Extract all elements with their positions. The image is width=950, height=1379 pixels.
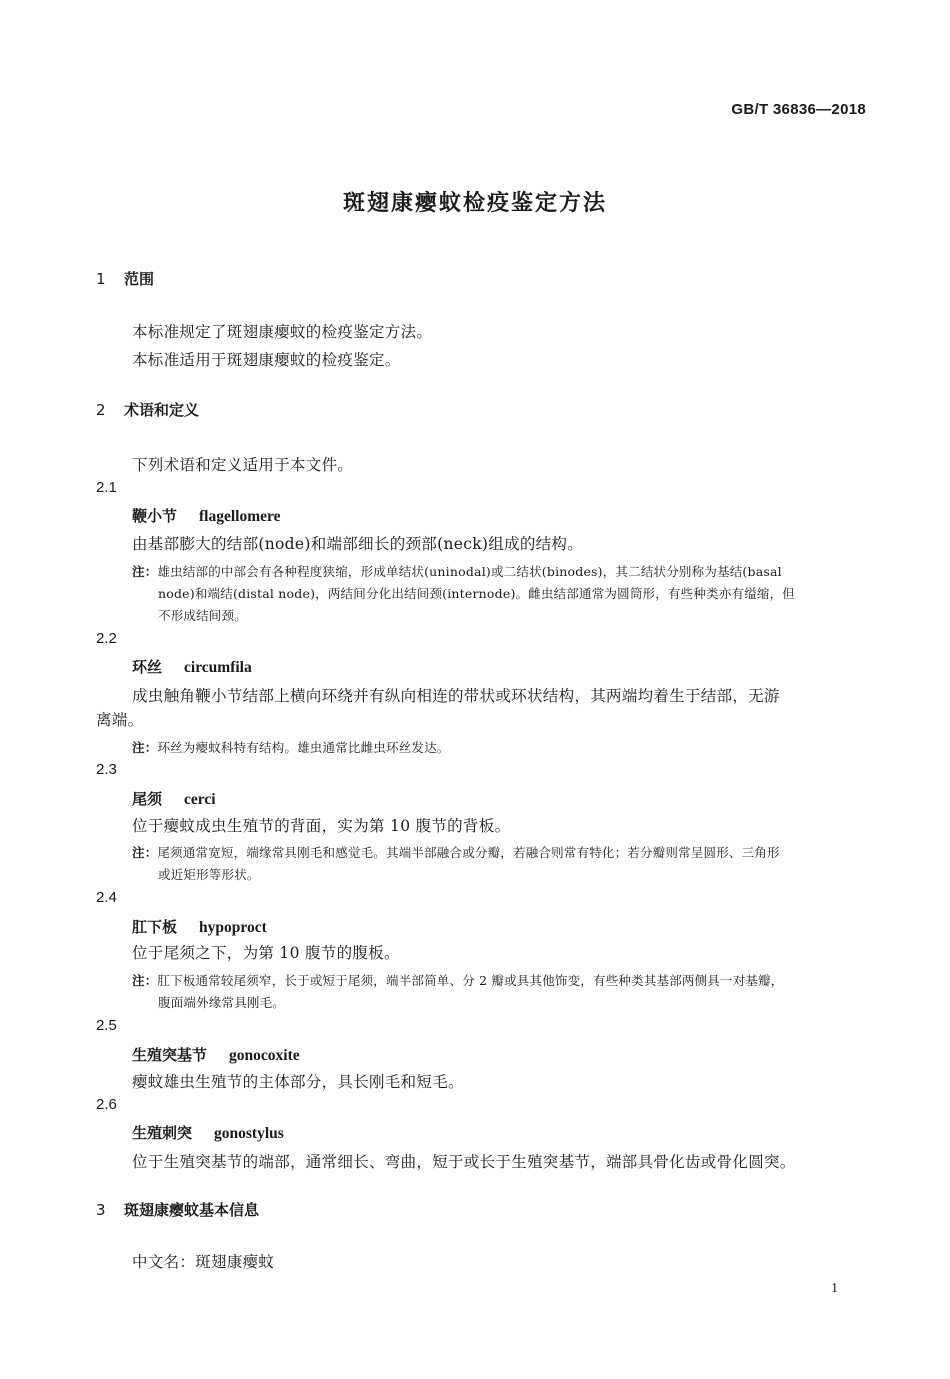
section-heading-2	[96, 399, 199, 420]
term-heading	[132, 656, 252, 677]
note	[132, 843, 780, 861]
term-zh: 生殖刺突	[132, 1124, 193, 1142]
section-title: 斑翅康瘿蚊基本信息	[124, 1201, 260, 1219]
term-heading	[132, 916, 267, 937]
note-label: 注：	[132, 973, 158, 988]
section-title: 术语和定义	[124, 401, 200, 419]
note-text: 雄虫结部的中部会有各种程度狭缩，形成单结状(uninodal)或二结状(binodes)，其二结状分别称为基结(basal	[157, 564, 782, 579]
term-definition: 位于尾须之下，为第 10 腹节的腹板。	[132, 944, 400, 962]
note	[132, 738, 450, 756]
clause-number: 2.2	[96, 630, 117, 647]
term-heading	[132, 1044, 300, 1065]
section-number: 3	[96, 1201, 106, 1219]
paragraph: 本标准规定了斑翅康瘿蚊的检疫鉴定方法。	[132, 323, 433, 341]
paragraph: 中文名：斑翅康瘿蚊	[132, 1253, 275, 1271]
section-number: 2	[96, 401, 106, 419]
term-heading	[132, 505, 281, 526]
note-text: 不形成结间颈。	[158, 608, 247, 623]
section-heading-3	[96, 1199, 259, 1220]
clause-number: 2.1	[96, 479, 117, 496]
term-zh: 环丝	[132, 658, 163, 676]
term-en: cerci	[184, 791, 216, 808]
note-label: 注：	[132, 845, 158, 860]
section-heading-1	[96, 268, 154, 289]
term-definition: 位于瘿蚊成虫生殖节的背面，实为第 10 腹节的背板。	[132, 817, 511, 835]
note-label: 注：	[132, 740, 158, 755]
paragraph: 本标准适用于斑翅康瘿蚊的检疫鉴定。	[132, 351, 401, 369]
page-title: 斑翅康瘿蚊检疫鉴定方法	[342, 191, 607, 216]
note-text: 肛下板通常较尾须窄，长于或短于尾须，端半部简单、分 2 瓣或具其他饰变，有些种类其基部两侧具一对基瓣，	[157, 973, 784, 988]
term-en: gonocoxite	[229, 1047, 300, 1064]
term-heading	[132, 788, 216, 809]
note	[132, 971, 784, 989]
term-zh: 鞭小节	[132, 507, 178, 525]
clause-number: 2.5	[96, 1017, 117, 1034]
clause-number: 2.6	[96, 1096, 117, 1113]
note-text: 腹面端外缘常具刚毛。	[158, 995, 286, 1010]
note	[132, 562, 782, 580]
note-label: 注：	[132, 564, 158, 579]
term-zh: 生殖突基节	[132, 1046, 208, 1064]
term-en: hypoproct	[199, 919, 267, 936]
term-definition: 瘿蚊雄虫生殖节的主体部分，具长刚毛和短毛。	[132, 1073, 464, 1091]
clause-number: 2.4	[96, 889, 117, 906]
term-definition: 成虫触角鞭小节结部上横向环绕并有纵向相连的带状或环状结构，其两端均着生于结部，无游	[132, 687, 780, 705]
clause-number: 2.3	[96, 761, 117, 778]
term-definition: 离端。	[96, 711, 144, 729]
term-heading	[132, 1122, 284, 1143]
page-number: 1	[831, 1281, 838, 1296]
section-number: 1	[96, 270, 106, 288]
term-definition: 由基部膨大的结部(node)和端部细长的颈部(neck)组成的结构。	[132, 535, 584, 553]
term-en: circumfila	[184, 659, 252, 676]
term-definition: 位于生殖突基节的端部，通常细长、弯曲，短于或长于生殖突基节，端部具骨化齿或骨化圆突。	[132, 1153, 796, 1171]
note-text: node)和端结(distal node)，两结间分化出结间颈(internode)。雌虫结部通常为圆筒形，有些种类亦有缢缩，但	[158, 586, 795, 601]
section-title: 范围	[124, 270, 155, 288]
standard-number: GB/T 36836—2018	[731, 101, 866, 118]
term-en: flagellomere	[199, 508, 281, 525]
note-text: 环丝为瘿蚊科特有结构。雄虫通常比雌虫环丝发达。	[157, 740, 450, 755]
term-zh: 肛下板	[132, 918, 178, 936]
term-en: gonostylus	[214, 1125, 284, 1142]
note-text: 或近矩形等形状。	[158, 867, 260, 882]
term-zh: 尾须	[132, 790, 163, 808]
note-text: 尾须通常宽短，端缘常具刚毛和感觉毛。其端半部融合或分瓣，若融合则常有特化；若分瓣则常呈圆形、三角形	[157, 845, 780, 860]
paragraph: 下列术语和定义适用于本文件。	[132, 456, 354, 474]
